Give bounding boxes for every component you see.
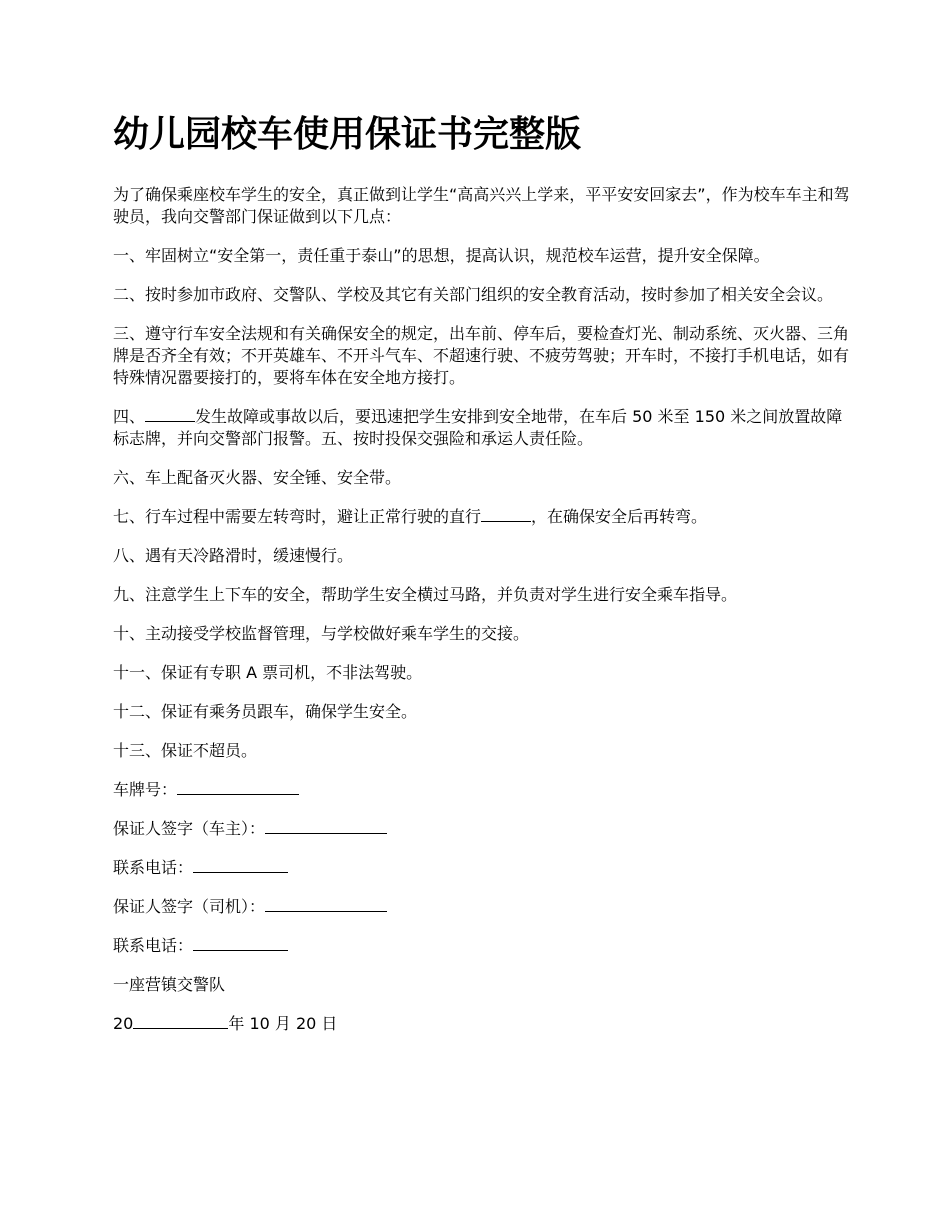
item-10: 十、主动接受学校监督管理，与学校做好乘车学生的交接。 <box>113 624 530 643</box>
item-12: 十二、保证有乘务员跟车，确保学生安全。 <box>113 702 418 721</box>
plate-number-label: 车牌号： <box>113 780 178 799</box>
item-6: 六、车上配备灭火器、安全锤、安全带。 <box>113 468 402 487</box>
item-9: 九、注意学生上下车的安全，帮助学生安全横过马路，并负责对学生进行安全乘车指导。 <box>113 585 738 604</box>
item-2: 二、按时参加市政府、交警队、学校及其它有关部门组织的安全教育活动，按时参加了相关安全会议。 <box>113 285 834 304</box>
driver-signature-blank <box>265 896 387 912</box>
date-suffix: 年 10 月 20 日 <box>228 1014 338 1033</box>
plate-number-line <box>113 779 855 801</box>
item-7-suffix: ，在确保安全后再转弯。 <box>531 507 708 526</box>
item-4-blank <box>145 406 195 422</box>
item-7-blank <box>481 506 531 522</box>
document-title: 幼儿园校车使用保证书完整版 <box>113 114 582 155</box>
owner-signature-blank <box>265 818 387 834</box>
plate-number-blank <box>177 779 299 795</box>
phone-line-1 <box>113 857 855 879</box>
owner-signature-line <box>113 818 855 840</box>
owner-signature-label: 保证人签字（车主）： <box>113 819 266 838</box>
date-prefix: 20 <box>113 1014 134 1033</box>
document-page <box>113 112 855 1052</box>
issuer-line: 一座营镇交警队 <box>113 975 226 994</box>
phone-blank-1 <box>193 857 288 873</box>
item-4 <box>113 406 855 450</box>
phone-line-2 <box>113 935 855 957</box>
item-13: 十三、保证不超员。 <box>113 741 258 760</box>
item-7-prefix: 七、行车过程中需要左转弯时，避让正常行驶的直行 <box>113 507 482 526</box>
driver-signature-label: 保证人签字（司机）： <box>113 897 266 916</box>
item-11: 十一、保证有专职 A 票司机，不非法驾驶。 <box>113 663 423 682</box>
item-4-text: 发生故障或事故以后，要迅速把学生安排到安全地带，在车后 50 米至 150 米之间放置故障标志牌，并向交警部门报警。五、按时投保交强险和承运人责任险。 <box>113 407 843 448</box>
item-4-prefix: 四、 <box>113 407 146 426</box>
phone-label-1: 联系电话： <box>113 858 194 877</box>
phone-blank-2 <box>193 935 288 951</box>
phone-label-2: 联系电话： <box>113 936 194 955</box>
intro-paragraph: 为了确保乘座校车学生的安全，真正做到让学生“高高兴兴上学来，平平安安回家去”，作为校车车主和驾驶员，我向交警部门保证做到以下几点： <box>113 185 850 226</box>
date-line <box>113 1013 855 1035</box>
item-1: 一、牢固树立“安全第一，责任重于泰山”的思想，提高认识，规范校车运营，提升安全保障。 <box>113 246 770 265</box>
date-blank <box>133 1013 228 1029</box>
item-8: 八、遇有天冷路滑时，缓速慢行。 <box>113 546 354 565</box>
item-7 <box>113 506 855 528</box>
item-3: 三、遵守行车安全法规和有关确保安全的规定，出车前、停车后，要检查灯光、制动系统、灭火器、三角牌是否齐全有效；不开英雄车、不开斗气车、不超速行驶、不疲劳驾驶；开车时，不接打手机电话，如有特殊情况嚣要接打的，要将车体在安全地方接打。 <box>113 324 850 387</box>
driver-signature-line <box>113 896 855 918</box>
